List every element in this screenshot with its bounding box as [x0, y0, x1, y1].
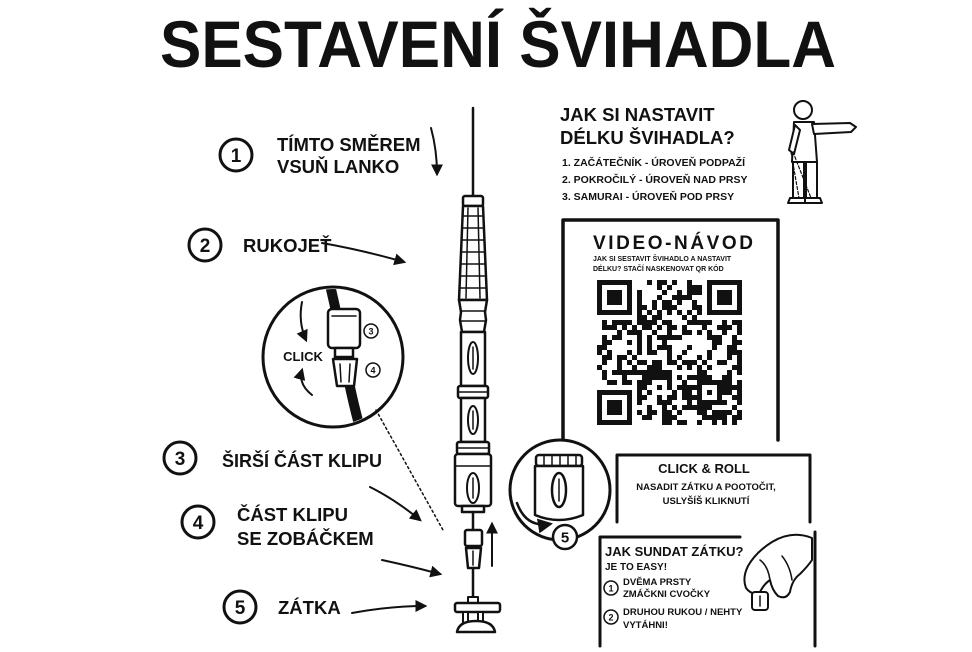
person-foot [788, 198, 805, 203]
clip-detail [263, 285, 403, 428]
clip-beak-part-icon [333, 359, 357, 386]
arrow-icon [322, 243, 404, 262]
step-5 [224, 591, 425, 623]
remove-step-number: 1 [608, 583, 614, 594]
step-number: 1 [230, 146, 242, 167]
step-number: 4 [192, 513, 204, 534]
step-1 [220, 128, 437, 177]
person-leg [806, 162, 817, 198]
step-text-line: ČÁST KLIPU [237, 504, 348, 525]
arrow-icon [370, 487, 420, 520]
click-roll-text-line: USLYŠÍŠ KLIKNUTÍ [662, 496, 750, 507]
qr-modules [597, 280, 742, 425]
remove-step-text-line: ZMÁČKNI CVOČKY [623, 589, 711, 600]
clip-wide-part-icon [465, 530, 482, 546]
cap-top [536, 455, 582, 466]
remove-cap-section [600, 532, 815, 646]
length-level: 3. SAMURAI - ÚROVEŇ POD PRSY [562, 191, 735, 203]
clip-neck [335, 348, 353, 357]
click-roll-text-line: NASADIT ZÁTKU A POOTOČIT, [636, 482, 776, 493]
length-level: 2. POKROČILÝ - ÚROVEŇ NAD PRSY [562, 174, 748, 186]
qr-code-icon [597, 280, 742, 425]
video-text-line: DÉLKU? STAČÍ NASKENOVAT QR KÓD [593, 266, 724, 273]
length-section [560, 104, 748, 203]
clip-beak-line [349, 364, 350, 382]
click-roll-heading: CLICK & ROLL [658, 461, 750, 476]
person-foot [805, 198, 822, 203]
cap-detail [510, 440, 610, 549]
person-head [794, 101, 812, 119]
remove-step-text-line: VYTÁHNI! [623, 620, 668, 631]
stopper-base [457, 621, 495, 632]
step-text-line: VSUŇ LANKO [277, 156, 400, 177]
page-title: SESTAVENÍ ŠVIHADLA [160, 7, 836, 81]
video-text-line: JAK SI SESTAVIT ŠVIHADLO A NASTAVIT [593, 256, 732, 263]
jump-rope-handle-icon [455, 108, 500, 632]
remove-step-number: 2 [608, 612, 614, 623]
length-level: 1. ZAČÁTEČNÍK - ÚROVEŇ PODPAŽÍ [562, 157, 745, 169]
arrow-icon [382, 560, 440, 574]
arrow-down-icon [431, 128, 437, 174]
hand-outline [744, 535, 812, 598]
handle-upper-grip [459, 206, 487, 300]
stopper-icon [455, 597, 500, 632]
step-text-line: TÍMTO SMĚREM [277, 134, 421, 155]
remove-cap-subheading: JE TO EASY! [605, 562, 668, 573]
marker-number: 3 [368, 326, 374, 337]
step-text-line: ŠIRŠÍ ČÁST KLIPU [222, 451, 383, 471]
remove-step-text-line: DVĚMA PRSTY [623, 577, 692, 588]
person-arm-extended [812, 123, 856, 134]
step-number: 5 [234, 598, 246, 619]
clip-beak-line [340, 364, 341, 382]
click-label: CLICK [283, 349, 323, 364]
hand-removing-cap-icon [744, 535, 812, 610]
step-text-line: ZÁTKA [278, 597, 341, 618]
video-section [563, 220, 778, 440]
step-4 [182, 504, 440, 574]
handle-top-cap [463, 196, 483, 206]
handle-waist [459, 300, 487, 332]
step-text-line: RUKOJEŤ [243, 235, 332, 256]
person-measuring-icon [788, 101, 856, 203]
step-2 [189, 229, 404, 262]
clip-wide-part-icon [328, 309, 360, 348]
remove-cap-heading: JAK SUNDAT ZÁTKU? [605, 544, 744, 559]
step-number: 3 [174, 449, 186, 470]
length-heading-line: JAK SI NASTAVIT [560, 104, 715, 125]
remove-step-text-line: DRUHOU RUKOU / NEHTY [623, 607, 743, 618]
step-number: 2 [199, 236, 211, 257]
marker-number: 5 [560, 529, 570, 547]
click-roll-section [617, 455, 810, 522]
arrow-icon [352, 606, 425, 613]
video-heading: VIDEO-NÁVOD [593, 233, 753, 254]
step-text-line: SE ZOBÁČKEM [237, 528, 374, 549]
length-heading-line: DÉLKU ŠVIHADLA? [560, 127, 735, 148]
marker-number: 4 [370, 365, 376, 376]
stopper-flange [455, 603, 500, 612]
